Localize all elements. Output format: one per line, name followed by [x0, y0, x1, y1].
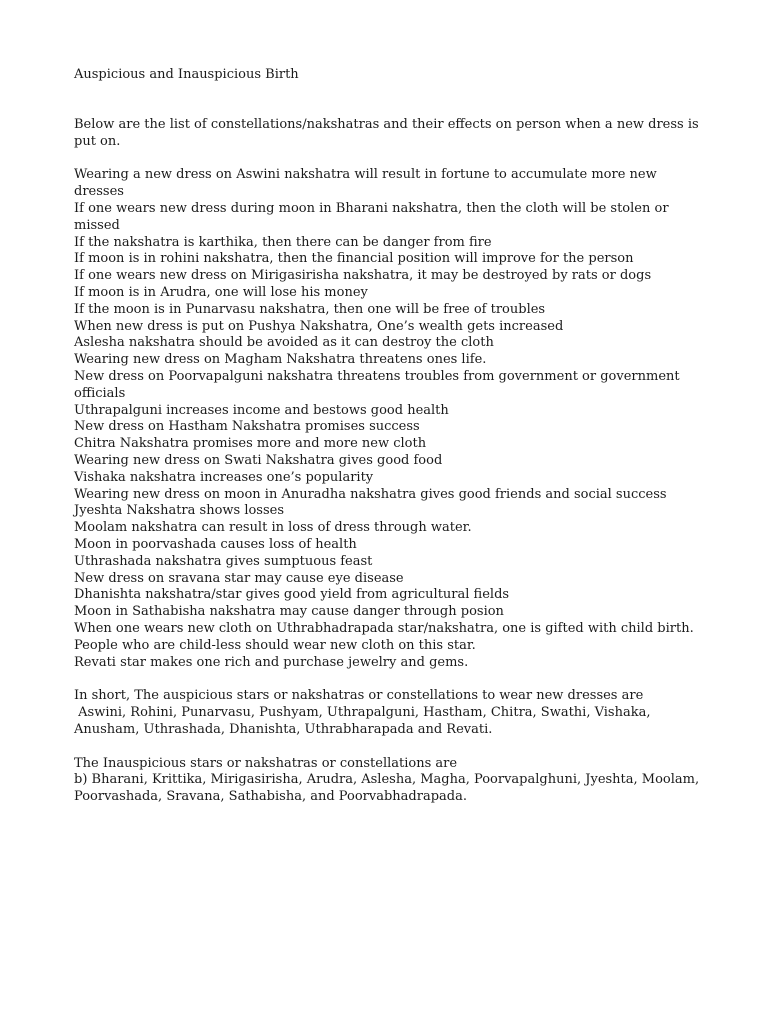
effect-line: When one wears new cloth on Uthrabhadrapada star/nakshatra, one is gifted with child birth. People who are child-less should wear new cloth on this star.: [74, 620, 694, 653]
effect-line: Moon in Sathabisha nakshatra may cause danger through posion: [74, 604, 504, 620]
effect-line: Revati star makes one rich and purchase jewelry and gems.: [74, 654, 469, 670]
effect-line: Vishaka nakshatra increases one’s popularity: [74, 469, 374, 485]
effect-line: Aslesha nakshatra should be avoided as it can destroy the cloth: [74, 335, 494, 351]
effect-line: Dhanishta nakshatra/star gives good yield from agricultural fields: [74, 587, 510, 603]
effect-line: If one wears new dress on Mirigasirisha nakshatra, it may be destroyed by rats or dogs: [74, 268, 652, 284]
effect-line: Wearing a new dress on Aswini nakshatra will result in fortune to accumulate more new dresses: [74, 167, 657, 200]
auspicious-list: Aswini, Rohini, Punarvasu, Pushyam, Uthrapalguni, Hastham, Chitra, Swathi, Vishaka, Anusham, Uthrashada, Dhanishta, Uthrabharapada and Revati.: [74, 705, 655, 737]
effect-line: Uthrapalguni increases income and bestows good health: [74, 402, 449, 418]
document-title: Auspicious and Inauspicious Birth: [74, 67, 299, 82]
auspicious-section: [74, 688, 704, 738]
effect-line: New dress on Poorvapalguni nakshatra threatens troubles from government or government officials: [74, 368, 680, 401]
effect-line: If moon is in Arudra, one will lose his money: [74, 284, 368, 300]
auspicious-heading: In short, The auspicious stars or nakshatras or constellations to wear new dresses are: [74, 688, 644, 704]
effect-line: If the nakshatra is karthika, then there can be danger from fire: [74, 234, 492, 250]
effect-line: Wearing new dress on Magham Nakshatra threatens ones life.: [74, 352, 487, 368]
inauspicious-list: b) Bharani, Krittika, Mirigasirisha, Arudra, Aslesha, Magha, Poorvapalghuni, Jyeshta, Moolam, Poorvashada, Sravana, Sathabisha, and Poorvabhadrapada.: [74, 772, 700, 805]
effect-line: Wearing new dress on moon in Anuradha nakshatra gives good friends and social success: [74, 486, 667, 502]
effect-line: If moon is in rohini nakshatra, then the financial position will improve for the person: [74, 251, 634, 267]
inauspicious-heading: The Inauspicious stars or nakshatras or constellations are: [74, 755, 458, 771]
effect-line: Wearing new dress on Swati Nakshatra gives good food: [74, 452, 443, 468]
effect-line: If one wears new dress during moon in Bharani nakshatra, then the cloth will be stolen or missed: [74, 200, 669, 233]
effect-line: Moolam nakshatra can result in loss of dress through water.: [74, 520, 472, 536]
effect-line: New dress on sravana star may cause eye disease: [74, 570, 404, 586]
inauspicious-section: [74, 756, 704, 806]
document-page: [74, 67, 704, 823]
effect-line: Jyeshta Nakshatra shows losses: [74, 503, 285, 519]
effect-line: Moon in poorvashada causes loss of health: [74, 536, 357, 552]
effects-list: [74, 167, 704, 671]
effect-line: New dress on Hastham Nakshatra promises success: [74, 419, 420, 435]
effect-line: When new dress is put on Pushya Nakshatra, One’s wealth gets increased: [74, 318, 564, 334]
effect-line: Uthrashada nakshatra gives sumptuous feast: [74, 553, 373, 569]
effect-line: If the moon is in Punarvasu nakshatra, then one will be free of troubles: [74, 301, 546, 317]
effect-line: Chitra Nakshatra promises more and more new cloth: [74, 436, 427, 452]
intro-paragraph: Below are the list of constellations/nakshatras and their effects on person when a new dress is put on.: [74, 116, 699, 149]
